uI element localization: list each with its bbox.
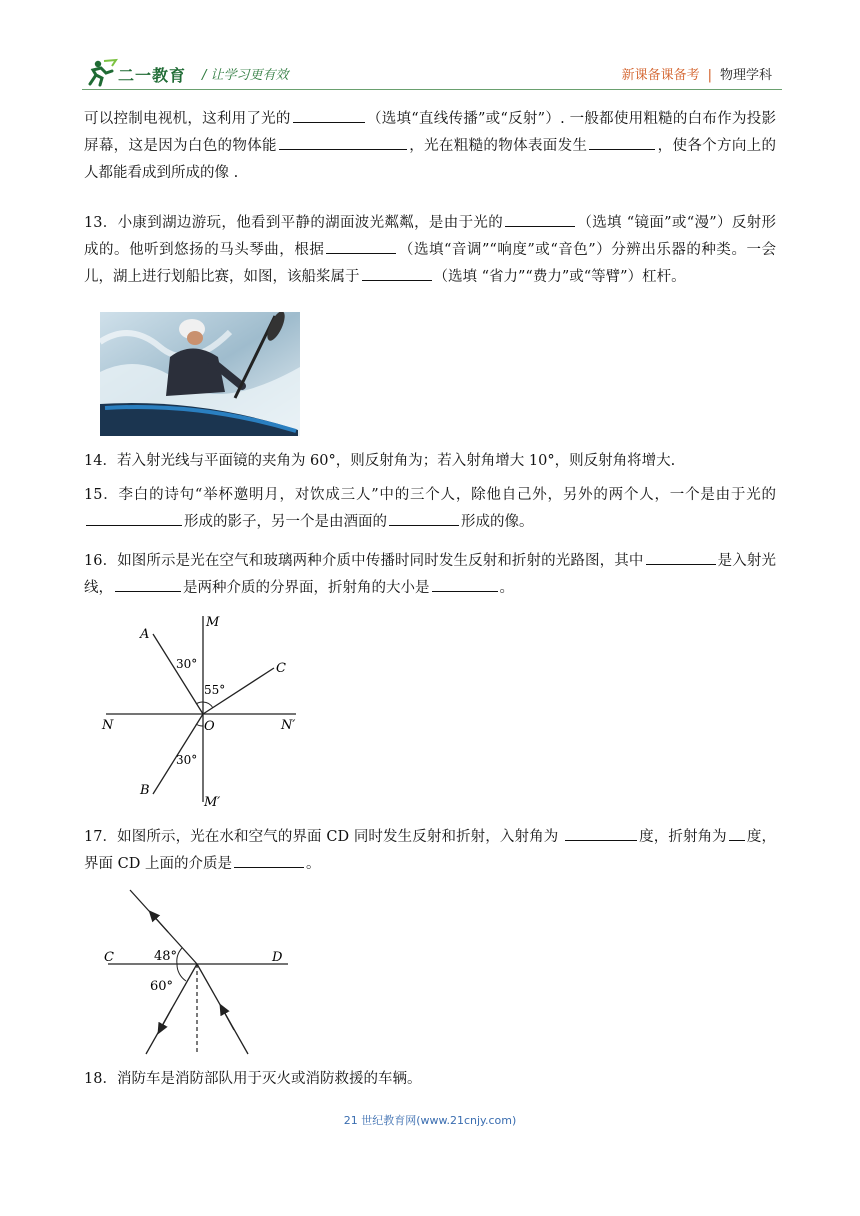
arc-55 <box>203 702 213 708</box>
question-14: 14．若入射光线与平面镜的夹角为 60°，则反射角为；若入射角增大 10°，则反射角将增大. <box>84 453 676 469</box>
arc-30-top <box>196 702 203 704</box>
slogan: / 让学习更有效 <box>202 68 289 83</box>
header-divider <box>82 89 782 90</box>
ray-AO <box>153 634 203 714</box>
figure-17-light-path <box>98 884 298 1058</box>
label-B: B <box>140 783 150 798</box>
q17-text-3: 度，界面 CD 上面的介质是 <box>84 829 776 872</box>
label-N: N <box>102 718 114 733</box>
figure-16-light-path <box>96 610 316 810</box>
q17-blank-1 <box>565 826 637 841</box>
arc-60 <box>177 964 186 981</box>
q16-text-4: 。 <box>499 580 514 596</box>
question-16 <box>84 548 776 602</box>
label-C: C <box>276 661 286 676</box>
q12-blank-1 <box>293 108 365 123</box>
q17-text-2: 度，折射角为 <box>639 829 727 845</box>
q15-blank-1 <box>86 511 182 526</box>
label-D: D <box>272 950 283 965</box>
q17-blank-3 <box>234 853 304 868</box>
ray-reflected-arrow <box>160 1008 172 1030</box>
logo <box>82 58 192 88</box>
label-M-prime: M′ <box>204 795 221 810</box>
q15-text-1: 15．李白的诗句“举杯邀明月，对饮成三人”中的三个人，除他自己外，另外的两个人，一个是由于光的 <box>84 487 776 503</box>
angle-label-48: 48° <box>154 949 178 964</box>
q13-text-2: （选填 “镜面”或“漫”）反射形成的。他听到悠扬的马头琴曲，根据 <box>84 215 776 258</box>
question-17 <box>84 824 776 878</box>
q15-text-2: 形成的影子，另一个是由酒面的 <box>184 514 387 530</box>
q13-text-4: （选填 “省力”“费力”或“等臂”）杠杆。 <box>433 269 686 285</box>
angle-label-60: 60° <box>150 979 174 994</box>
label-M: M <box>206 615 220 630</box>
angle-label-30-bottom: 30° <box>176 753 198 767</box>
header-tagline: 新课备课备考 <box>621 68 700 83</box>
q16-text-1: 16．如图所示是光在空气和玻璃两种介质中传播时同时发生反射和折射的光路图，其中 <box>84 553 644 569</box>
page-header <box>82 58 782 88</box>
arc-30-bottom <box>196 724 203 726</box>
q16-text-3: 是两种介质的分界面，折射角的大小是 <box>183 580 430 596</box>
q17-blank-2 <box>729 826 745 841</box>
q15-text-3: 形成的像。 <box>461 514 534 530</box>
arc-48 <box>177 948 182 964</box>
runner-logo-icon <box>82 58 118 88</box>
page-footer: 21 世纪教育网(www.21cnjy.com) <box>343 1114 517 1127</box>
q12-text-2: （选填“直线传播”或“反射”）. 一般都使用粗糙的白布作为投影屏幕，这是因为白色的物体能 <box>84 111 776 154</box>
question-13 <box>84 210 776 291</box>
question-12 <box>84 106 776 187</box>
angle-label-55: 55° <box>204 683 226 697</box>
label-O: O <box>204 719 215 734</box>
q12-text-3: ，光在粗糙的物体表面发生 <box>408 138 588 154</box>
q13-blank-2 <box>326 239 396 254</box>
q15-blank-2 <box>389 511 459 526</box>
q16-text-2: 是入射光线， <box>84 553 776 596</box>
kayak-photo <box>100 312 300 436</box>
q13-text-3: （选填“音调”“响度”或“音色”）分辨出乐器的种类。一会儿，湖上进行划船比赛，如图，该船桨属于 <box>84 242 777 285</box>
ray-incident-arrow <box>222 1008 234 1030</box>
q12-blank-3 <box>589 135 655 150</box>
q13-blank-1 <box>505 212 575 227</box>
q12-blank-2 <box>279 135 407 150</box>
q16-blank-2 <box>115 577 181 592</box>
label-N-prime: N′ <box>281 718 296 733</box>
q12-text-1: 可以控制电视机，这利用了光的 <box>84 111 291 127</box>
label-A: A <box>140 627 150 642</box>
label-C: C <box>104 950 114 965</box>
header-separator: | <box>707 68 712 83</box>
ray-upper-arrow <box>152 914 168 932</box>
header-subject <box>622 64 772 83</box>
question-18: 18．消防车是消防部队用于灭火或消防救援的车辆。 <box>84 1071 422 1087</box>
header-subject-name: 物理学科 <box>719 68 772 83</box>
q13-blank-3 <box>362 266 432 281</box>
q13-text-1: 13．小康到湖边游玩，他看到平静的湖面波光粼粼，是由于光的 <box>84 215 504 231</box>
q17-text-1: 17．如图所示，光在水和空气的界面 CD 同时发生反射和折射，入射角为 <box>84 829 564 845</box>
question-15 <box>84 482 776 536</box>
logo-text: 二一教育 <box>118 66 187 85</box>
q17-text-4: 。 <box>305 856 321 872</box>
q16-blank-1 <box>646 550 716 565</box>
angle-label-30-top: 30° <box>176 657 198 671</box>
q16-blank-3 <box>432 577 498 592</box>
q12-text-4: ，使各个方向上的人都能看成到所成的像 . <box>84 138 777 181</box>
